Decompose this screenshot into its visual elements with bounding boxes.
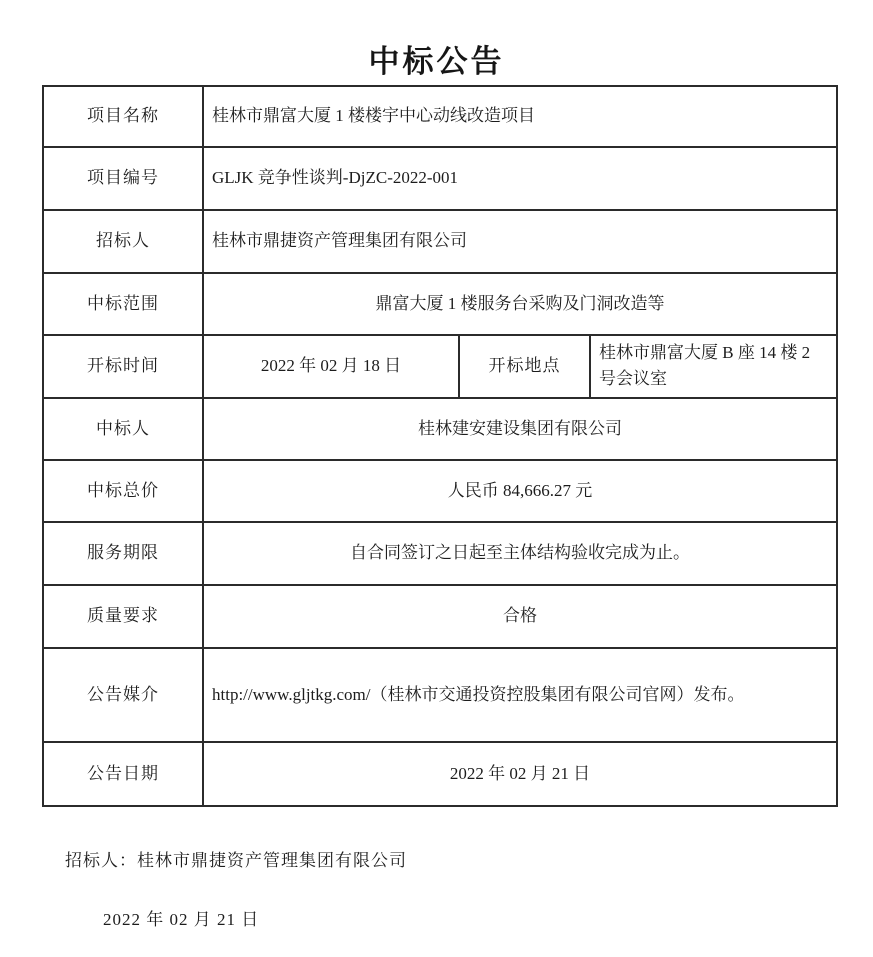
table-row (43, 460, 837, 522)
row-value-announcement-media: http://www.gljtkg.com/（桂林市交通投资控股集团有限公司官网）发布。 (203, 648, 837, 742)
row-value-opening-time: 2022 年 02 月 18 日 (203, 335, 459, 398)
row-label-total-price: 中标总价 (43, 460, 203, 522)
table-row (43, 86, 837, 147)
row-value-announcement-date: 2022 年 02 月 21 日 (203, 742, 837, 806)
row-value-service-period: 自合同签订之日起至主体结构验收完成为止。 (203, 522, 837, 585)
row-label-tenderer: 招标人 (43, 210, 203, 273)
row-value-total-price: 人民币 84,666.27 元 (203, 460, 837, 522)
row-label-winner: 中标人 (43, 398, 203, 460)
row-label-announcement-media: 公告媒介 (43, 648, 203, 742)
table-row (43, 147, 837, 210)
row-label-quality-requirement: 质量要求 (43, 585, 203, 648)
row-value-project-number: GLJK 竞争性谈判-DjZC-2022-001 (203, 147, 837, 210)
row-label-opening-time: 开标时间 (43, 335, 203, 398)
table-row (43, 742, 837, 806)
row-label-opening-place: 开标地点 (459, 335, 590, 398)
table-row (43, 585, 837, 648)
row-value-quality-requirement: 合格 (203, 585, 837, 648)
table-row (43, 648, 837, 742)
row-label-service-period: 服务期限 (43, 522, 203, 585)
row-label-project-number: 项目编号 (43, 147, 203, 210)
row-value-winner: 桂林建安建设集团有限公司 (203, 398, 837, 460)
row-label-project-name: 项目名称 (43, 86, 203, 147)
row-value-tenderer: 桂林市鼎捷资产管理集团有限公司 (203, 210, 837, 273)
table-row (43, 398, 837, 460)
row-value-award-scope: 鼎富大厦 1 楼服务台采购及门洞改造等 (203, 273, 837, 335)
row-value-project-name: 桂林市鼎富大厦 1 楼楼宇中心动线改造项目 (203, 86, 837, 147)
row-value-opening-place: 桂林市鼎富大厦 B 座 14 楼 2 号会议室 (590, 335, 837, 398)
table-row (43, 335, 837, 398)
footer-tenderer-line: 招标人：桂林市鼎捷资产管理集团有限公司 (65, 851, 407, 870)
page-title: 中标公告 (368, 44, 505, 79)
footer-date-line: 2022 年 02 月 21 日 (103, 910, 260, 929)
table-row (43, 273, 837, 335)
row-label-award-scope: 中标范围 (43, 273, 203, 335)
table-row (43, 210, 837, 273)
row-label-announcement-date: 公告日期 (43, 742, 203, 806)
table-row (43, 522, 837, 585)
award-info-table (42, 85, 838, 807)
